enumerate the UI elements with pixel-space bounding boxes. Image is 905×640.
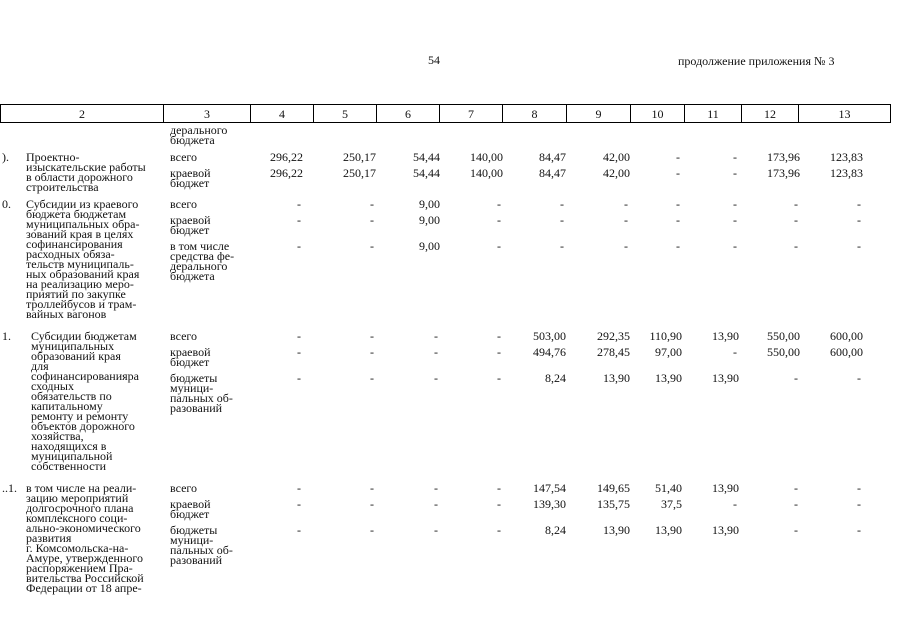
table-cell: - <box>733 239 737 253</box>
row-label: в том числе средства фе- дерального бюджета <box>170 239 235 283</box>
table-cell: - <box>560 213 564 227</box>
table-cell: - <box>434 345 438 359</box>
table-cell: 13,90 <box>712 481 739 495</box>
table-cell: - <box>794 239 798 253</box>
table-cell: 550,00 <box>767 329 800 343</box>
table-cell: - <box>297 523 301 537</box>
section-title: Проектно- изыскательские работы в области дорожного строительства <box>26 150 146 194</box>
row-label: всего <box>170 329 198 343</box>
table-cell: - <box>857 213 861 227</box>
table-cell: 84,47 <box>539 166 566 180</box>
table-cell: 140,00 <box>470 166 503 180</box>
table-cell: - <box>733 150 737 164</box>
table-cell: 9,00 <box>419 239 440 253</box>
row-label: краевой бюджет <box>170 497 211 521</box>
header-col-10: 10 <box>631 104 685 123</box>
table-cell: 250,17 <box>343 150 376 164</box>
table-cell: - <box>857 523 861 537</box>
table-cell: - <box>794 523 798 537</box>
table-cell: - <box>857 497 861 511</box>
table-cell: 97,00 <box>655 345 682 359</box>
table-cell: - <box>676 150 680 164</box>
table-cell: - <box>733 197 737 211</box>
table-cell: - <box>676 166 680 180</box>
row-label: краевой бюджет <box>170 345 211 369</box>
row-label: всего <box>170 150 198 164</box>
table-cell: 135,75 <box>597 497 630 511</box>
table-cell: 503,00 <box>533 329 566 343</box>
header-col-4: 4 <box>251 104 314 123</box>
table-cell: - <box>370 329 374 343</box>
table-cell: - <box>497 481 501 495</box>
table-cell: 296,22 <box>270 150 303 164</box>
table-cell: 42,00 <box>603 166 630 180</box>
table-cell: 173,96 <box>767 166 800 180</box>
table-cell: - <box>297 329 301 343</box>
table-cell: - <box>560 197 564 211</box>
table-cell: 37,5 <box>661 497 682 511</box>
table-cell: - <box>733 497 737 511</box>
table-cell: - <box>497 371 501 385</box>
continuation-note: продолжение приложения № 3 <box>678 54 835 68</box>
table-cell: - <box>297 371 301 385</box>
table-cell: - <box>434 497 438 511</box>
table-cell: 123,83 <box>830 150 863 164</box>
table-cell: - <box>434 481 438 495</box>
table-cell: - <box>370 345 374 359</box>
table-cell: 54,44 <box>413 166 440 180</box>
table-cell: 296,22 <box>270 166 303 180</box>
header-col-5: 5 <box>314 104 377 123</box>
table-cell: - <box>297 213 301 227</box>
table-cell: - <box>297 197 301 211</box>
row-label: бюджеты муници- пальных об- разований <box>170 523 233 567</box>
table-cell: 292,35 <box>597 329 630 343</box>
section-number: ..1. <box>2 481 17 495</box>
header-col-9: 9 <box>567 104 631 123</box>
table-cell: 600,00 <box>830 329 863 343</box>
table-cell: 13,90 <box>712 523 739 537</box>
section-number: 0. <box>2 197 11 211</box>
section-title: Субсидии из краевого бюджета бюджетам муниципальных обра- зований края в целях софинансирования расходных обяза- тельств муниципаль- ных образований края на реализацию меро- приятий по закупке троллейбусов и трам- вайных вагонов <box>26 197 140 321</box>
carry-over-text: дерального бюджета <box>170 123 228 147</box>
table-cell: - <box>370 197 374 211</box>
table-cell: - <box>794 481 798 495</box>
table-cell: 84,47 <box>539 150 566 164</box>
table-cell: - <box>794 213 798 227</box>
table-cell: - <box>794 371 798 385</box>
table-cell: - <box>733 213 737 227</box>
table-cell: 8,24 <box>545 523 566 537</box>
table-cell: 13,90 <box>712 329 739 343</box>
header-col-2: 2 <box>0 104 164 123</box>
table-cell: 140,00 <box>470 150 503 164</box>
table-cell: - <box>676 197 680 211</box>
table-cell: 600,00 <box>830 345 863 359</box>
table-cell: 139,30 <box>533 497 566 511</box>
table-cell: 9,00 <box>419 213 440 227</box>
table-cell: - <box>434 329 438 343</box>
table-cell: - <box>370 523 374 537</box>
section-title: Субсидии бюджетам муниципальных образований края для софинансированияра сходных обязательств по капитальному ремонту и ремонту объектов дорожного хозяйства, находящихся в муниципальной собственности <box>31 329 139 473</box>
table-cell: - <box>676 213 680 227</box>
table-cell: - <box>497 329 501 343</box>
header-col-6: 6 <box>377 104 440 123</box>
table-cell: 13,90 <box>603 371 630 385</box>
table-cell: - <box>497 239 501 253</box>
header-col-7: 7 <box>440 104 503 123</box>
table-cell: - <box>497 523 501 537</box>
header-col-3: 3 <box>164 104 251 123</box>
header-col-11: 11 <box>685 104 742 123</box>
table-cell: 13,90 <box>655 371 682 385</box>
table-cell: - <box>497 213 501 227</box>
section-number: 1. <box>2 329 11 343</box>
table-cell: 8,24 <box>545 371 566 385</box>
section-number: ). <box>2 150 9 164</box>
table-cell: - <box>794 497 798 511</box>
row-label: краевой бюджет <box>170 213 211 237</box>
table-cell: - <box>370 497 374 511</box>
table-cell: - <box>434 523 438 537</box>
table-cell: - <box>370 239 374 253</box>
table-cell: 110,90 <box>649 329 682 343</box>
table-cell: - <box>733 166 737 180</box>
table-cell: 123,83 <box>830 166 863 180</box>
table-cell: 13,90 <box>655 523 682 537</box>
table-cell: 494,76 <box>533 345 566 359</box>
table-cell: 173,96 <box>767 150 800 164</box>
table-cell: 250,17 <box>343 166 376 180</box>
table-cell: - <box>370 213 374 227</box>
table-cell: 550,00 <box>767 345 800 359</box>
table-cell: - <box>297 345 301 359</box>
row-label: бюджеты муници- пальных об- разований <box>170 371 233 415</box>
table-cell: - <box>857 197 861 211</box>
table-cell: 13,90 <box>712 371 739 385</box>
header-col-12: 12 <box>742 104 799 123</box>
row-label: всего <box>170 481 198 495</box>
table-cell: 51,40 <box>655 481 682 495</box>
section-title: в том числе на реали- зацию мероприятий долгосрочного плана комплексного соци- ально-экономического развития г. Комсомольска-на- Амуре, утвержденного распоряжением Пра- вительства Российской Федерации от 18 апре- <box>26 481 144 595</box>
table-cell: - <box>560 239 564 253</box>
table-cell: - <box>676 239 680 253</box>
table-cell: - <box>434 371 438 385</box>
table-cell: - <box>857 239 861 253</box>
table-cell: - <box>857 371 861 385</box>
table-cell: 13,90 <box>603 523 630 537</box>
table-cell: - <box>297 497 301 511</box>
table-cell: 9,00 <box>419 197 440 211</box>
table-cell: 147,54 <box>533 481 566 495</box>
table-cell: - <box>624 197 628 211</box>
header-col-8: 8 <box>503 104 567 123</box>
row-label: краевой бюджет <box>170 166 211 190</box>
table-cell: - <box>624 213 628 227</box>
row-label: всего <box>170 197 198 211</box>
table-cell: 149,65 <box>597 481 630 495</box>
table-cell: - <box>370 481 374 495</box>
table-cell: - <box>794 197 798 211</box>
header-col-13: 13 <box>799 104 891 123</box>
table-cell: - <box>297 481 301 495</box>
table-cell: 54,44 <box>413 150 440 164</box>
table-cell: - <box>297 239 301 253</box>
table-cell: 42,00 <box>603 150 630 164</box>
table-cell: - <box>370 371 374 385</box>
table-cell: - <box>857 481 861 495</box>
table-cell: - <box>497 345 501 359</box>
table-cell: - <box>624 239 628 253</box>
table-cell: - <box>497 497 501 511</box>
page-number: 54 <box>428 53 440 67</box>
table-cell: - <box>733 345 737 359</box>
table-cell: 278,45 <box>597 345 630 359</box>
table-cell: - <box>497 197 501 211</box>
